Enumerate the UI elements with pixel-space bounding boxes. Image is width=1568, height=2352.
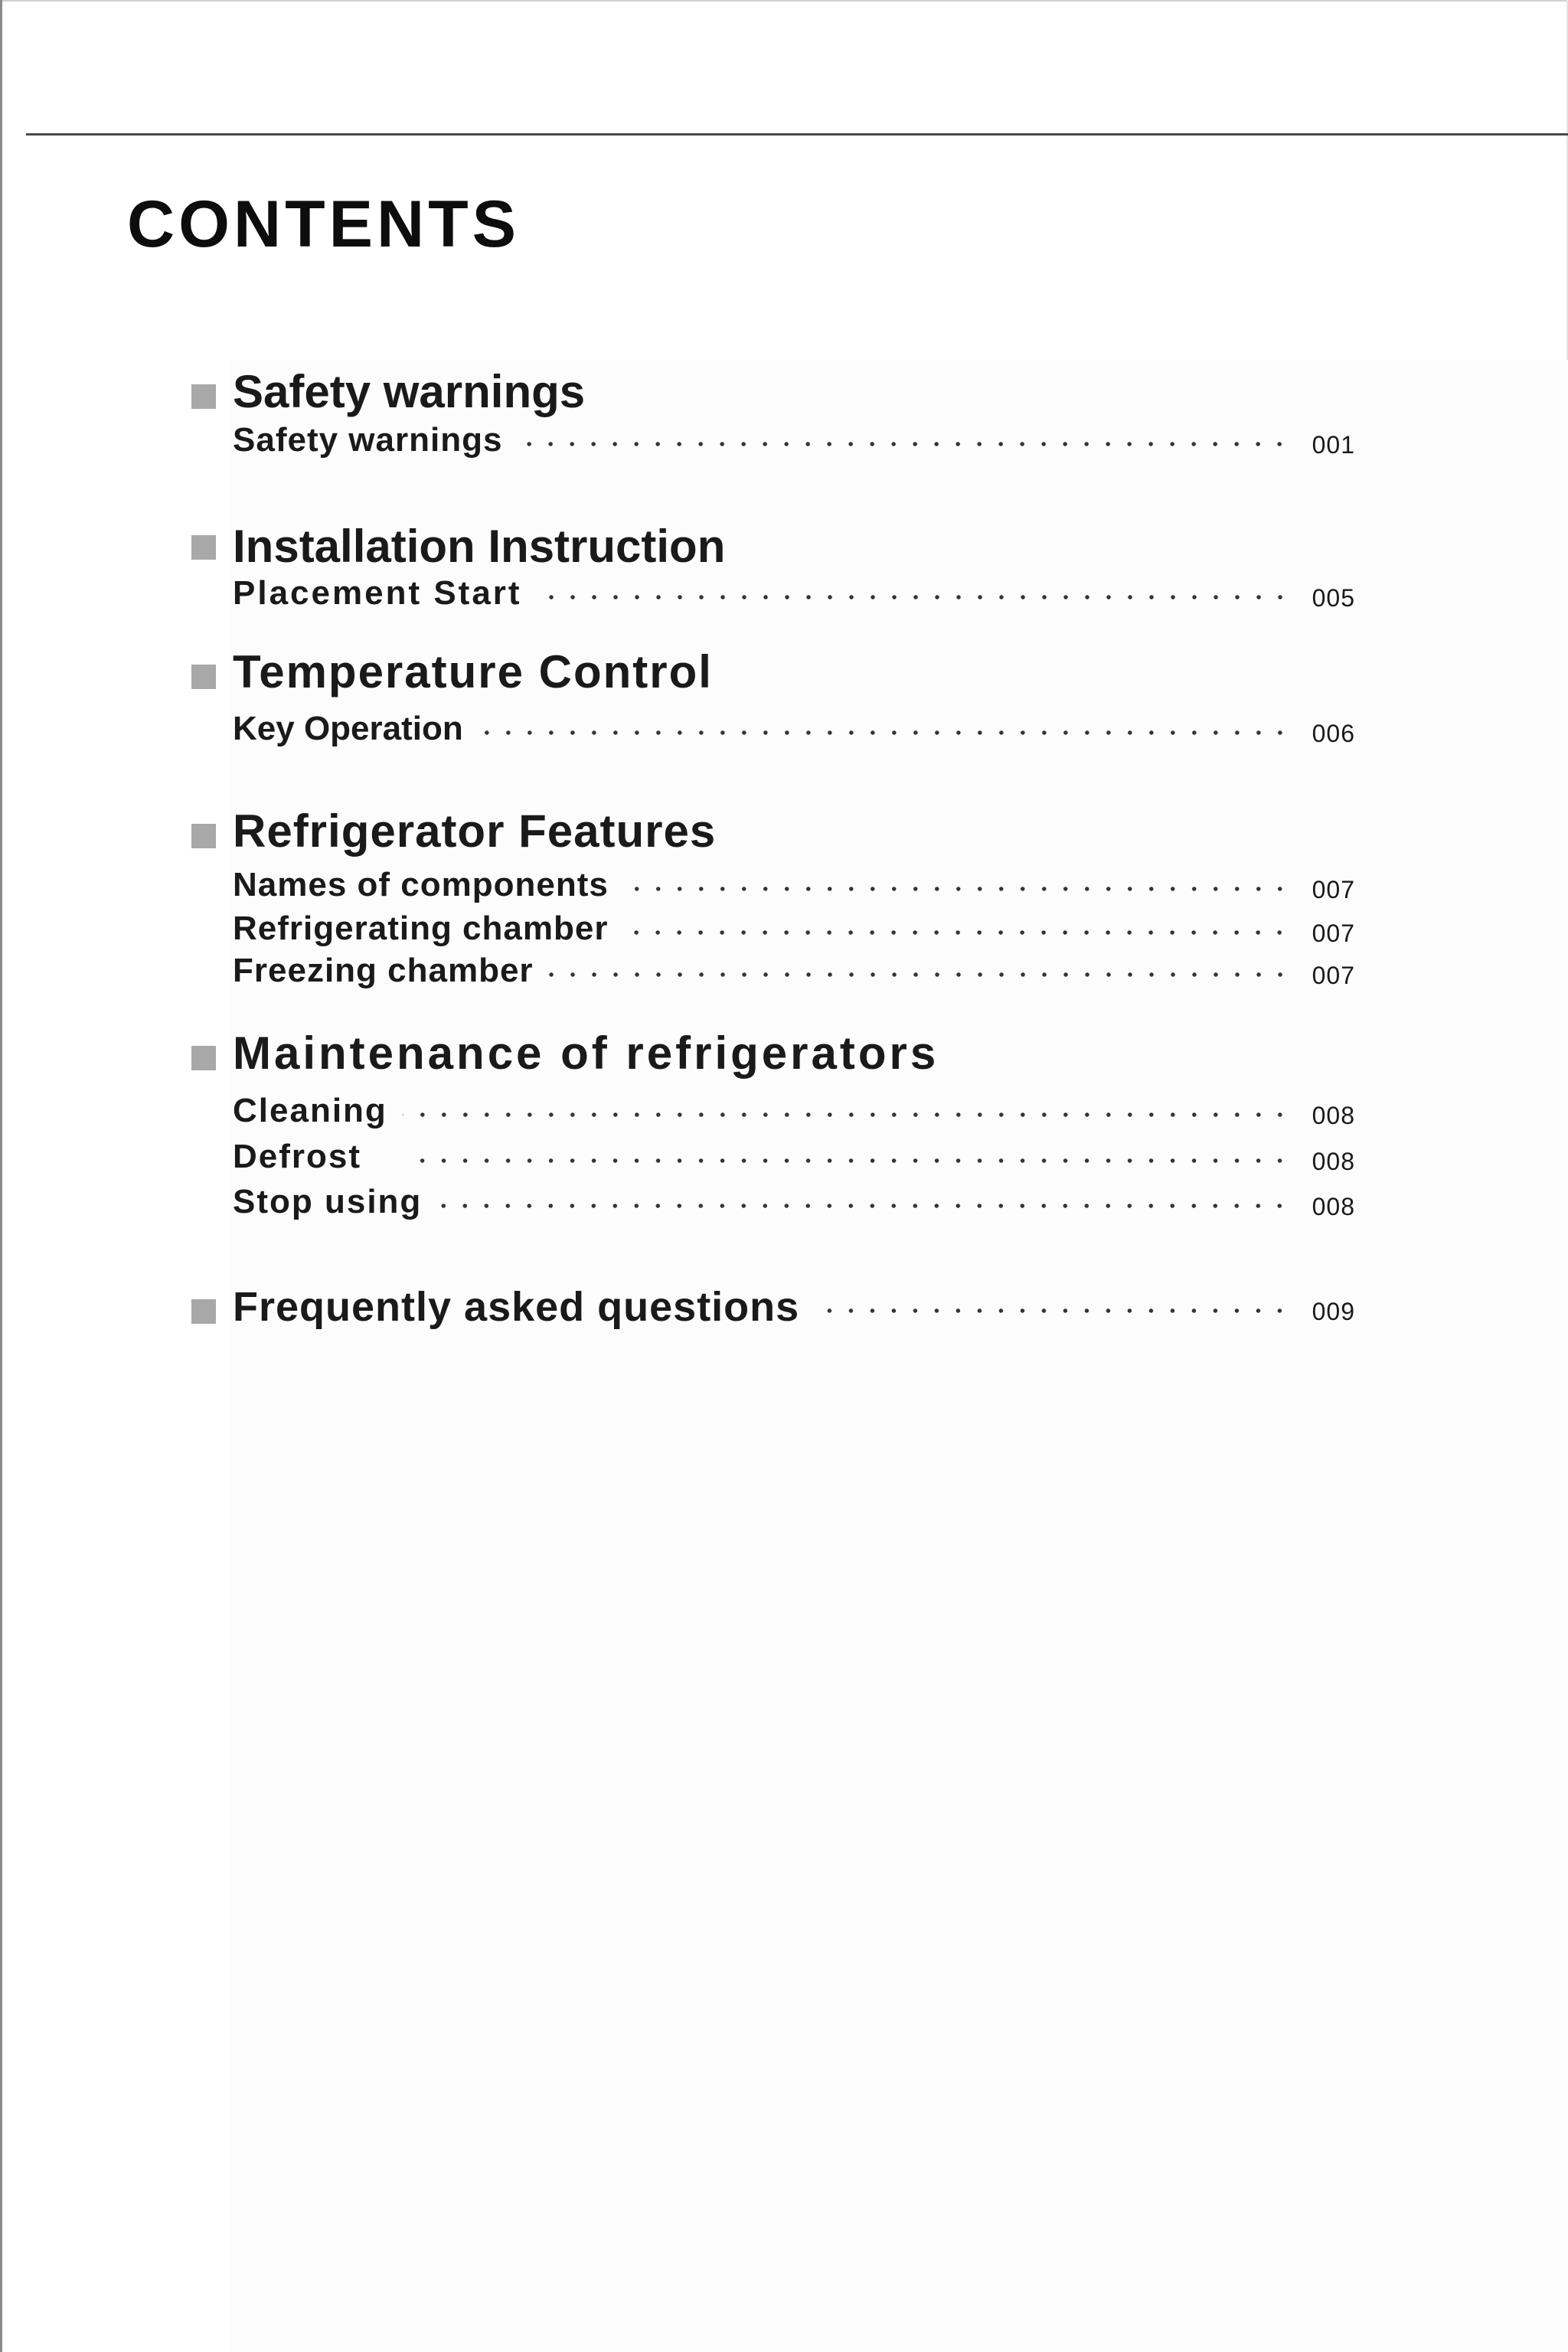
section-heading-maintenance: Maintenance of refrigerators [233, 1027, 939, 1079]
section-bullet-icon [191, 535, 216, 560]
toc-page-number: 007 [1312, 875, 1355, 903]
toc-page-number: 008 [1312, 1192, 1355, 1220]
section-heading-safety: Safety warnings [233, 366, 586, 417]
toc-page-number: 001 [1312, 430, 1355, 459]
toc-entry-label: Freezing chamber [233, 952, 534, 989]
section-heading-features: Refrigerator Features [233, 805, 717, 857]
section-bullet-icon [191, 1299, 216, 1324]
dot-leader [540, 972, 1291, 978]
toc-entry-freezing-chamber[interactable] [233, 949, 1355, 992]
top-horizontal-rule [26, 133, 1568, 136]
dot-leader [407, 1158, 1291, 1164]
dot-leader [537, 594, 1291, 600]
toc-page-number: 005 [1312, 583, 1355, 612]
page-title: CONTENTS [127, 188, 520, 261]
toc-page-number: 007 [1312, 919, 1355, 947]
toc-entry-label: Placement Start [233, 574, 522, 612]
section-heading-installation: Installation Instruction [233, 521, 726, 572]
toc-entry-label: Cleaning [233, 1092, 387, 1129]
toc-entry-names-of-components[interactable] [233, 864, 1355, 906]
toc-entry-label: Key Operation [233, 710, 463, 747]
section-bullet-icon [191, 1046, 216, 1070]
page-top-edge [0, 0, 1568, 2]
toc-entry-key-operation[interactable] [233, 707, 1355, 750]
section-bullet-icon [191, 384, 216, 409]
toc-entry-label: Frequently asked questions [233, 1284, 800, 1330]
toc-entry-label: Refrigerating chamber [233, 910, 609, 947]
toc-entry-label: Names of components [233, 866, 609, 903]
toc-entry-label: Defrost [233, 1138, 362, 1175]
toc-entry-placement-start[interactable] [233, 572, 1355, 615]
page-left-edge [0, 0, 2, 2352]
toc-entry-stop-using[interactable] [233, 1181, 1355, 1223]
toc-page-number: 008 [1312, 1101, 1355, 1129]
toc-entry-label: Safety warnings [233, 421, 503, 459]
toc-entry-refrigerating-chamber[interactable] [233, 907, 1355, 950]
toc-page-number: 008 [1312, 1147, 1355, 1175]
toc-entry-safety-warnings[interactable] [233, 419, 1355, 462]
section-heading-temperature: Temperature Control [233, 646, 713, 697]
dot-leader [624, 886, 1291, 892]
toc-entry-label: Stop using [233, 1183, 423, 1220]
section-bullet-icon [191, 824, 216, 848]
toc-page-number: 009 [1312, 1297, 1355, 1325]
toc-page-number: 006 [1312, 719, 1355, 747]
dot-leader [623, 929, 1290, 936]
toc-page-number: 007 [1312, 961, 1355, 989]
dot-leader [403, 1112, 1291, 1118]
toc-entry-faq[interactable] [233, 1280, 1355, 1334]
section-bullet-icon [191, 665, 216, 689]
toc-entry-defrost[interactable] [233, 1135, 1355, 1178]
dot-leader [437, 1203, 1290, 1209]
dot-leader [479, 730, 1291, 736]
toc-entry-cleaning[interactable] [233, 1089, 1355, 1132]
dot-leader [518, 441, 1290, 447]
dot-leader [815, 1308, 1290, 1314]
